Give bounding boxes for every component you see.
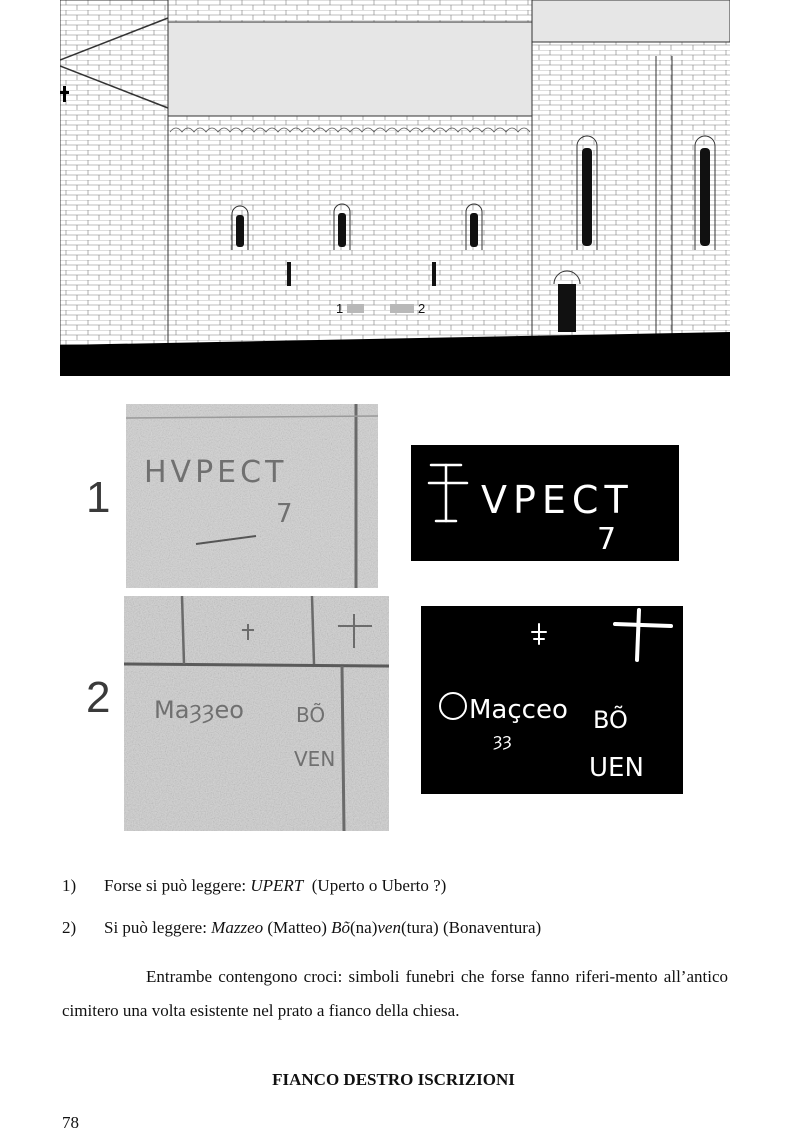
caption-1-italic: UPERT <box>250 876 304 895</box>
church-elevation-drawing <box>60 0 730 376</box>
caption-2-italic-1: Mazzeo <box>211 918 264 937</box>
marker-2-label: 2 <box>418 301 426 316</box>
caption-1-pre: Forse si può leggere: <box>104 876 251 895</box>
marker-1-label: 1 <box>336 301 344 316</box>
caption-2-mid-2: (na) <box>350 918 378 937</box>
figure-1-photo-inscription-sub: 7 <box>276 499 293 529</box>
figure-2-photo <box>124 596 389 831</box>
elevation-svg <box>60 0 730 376</box>
caption-2-pre: Si può leggere: <box>104 918 212 937</box>
figure-2-trace-svg <box>421 606 683 794</box>
figure-2-photo-inscription: Maȝȝeo <box>154 696 244 724</box>
figure-2-trace-inscription: Maçceo <box>469 695 568 725</box>
figure-2-trace-bo: BÕ <box>593 706 628 734</box>
body-paragraph-text: Entrambe contengono croci: simboli funebri che forse fanno riferi-mento all’antico cimitero una volta esistente nel prato a fianco della chiesa. <box>62 967 728 1020</box>
caption-2-mid-1: (Matteo) <box>263 918 332 937</box>
figure-1-trace-inscription-sub: 7 <box>597 522 617 557</box>
figure-2-trace-ven: UEN <box>589 753 644 783</box>
figure-1-photo <box>126 404 378 588</box>
figure-2-photo-inscription-bo: BÕ <box>296 703 326 727</box>
caption-2-italic-2: Bõ <box>331 918 350 937</box>
caption-2-italic-3: ven <box>377 918 401 937</box>
caption-2 <box>62 918 541 938</box>
figure-2-photo-inscription-ven: VEN <box>294 747 336 771</box>
small-cross-icon <box>532 624 546 644</box>
section-title: FIANCO DESTRO ISCRIZIONI <box>272 1070 515 1089</box>
figure-1-trace <box>411 445 679 561</box>
figure-2-trace <box>421 606 683 794</box>
caption-2-post: (tura) (Bonaventura) <box>400 918 542 937</box>
figure-1-trace-svg <box>411 445 679 561</box>
figure-1-photo-inscription: HVPECT <box>144 455 288 490</box>
figure-2-trace-zz: ȝȝ <box>493 730 512 751</box>
figure-1-photo-svg <box>126 404 378 588</box>
caption-1 <box>62 876 446 896</box>
body-paragraph <box>62 960 728 1028</box>
page-number: 78 <box>62 1113 79 1132</box>
caption-1-post: (Uperto o Uberto ?) <box>303 876 447 895</box>
figure-2-number: 2 <box>86 673 111 722</box>
figure-2-photo-svg <box>124 596 389 831</box>
figure-1-number: 1 <box>86 473 111 522</box>
large-cross-icon <box>615 610 671 660</box>
cross-icon <box>429 465 467 521</box>
caption-1-number: 1) <box>62 876 77 895</box>
figure-1-trace-inscription: VPECT <box>481 478 634 522</box>
caption-2-number: 2) <box>62 918 77 937</box>
